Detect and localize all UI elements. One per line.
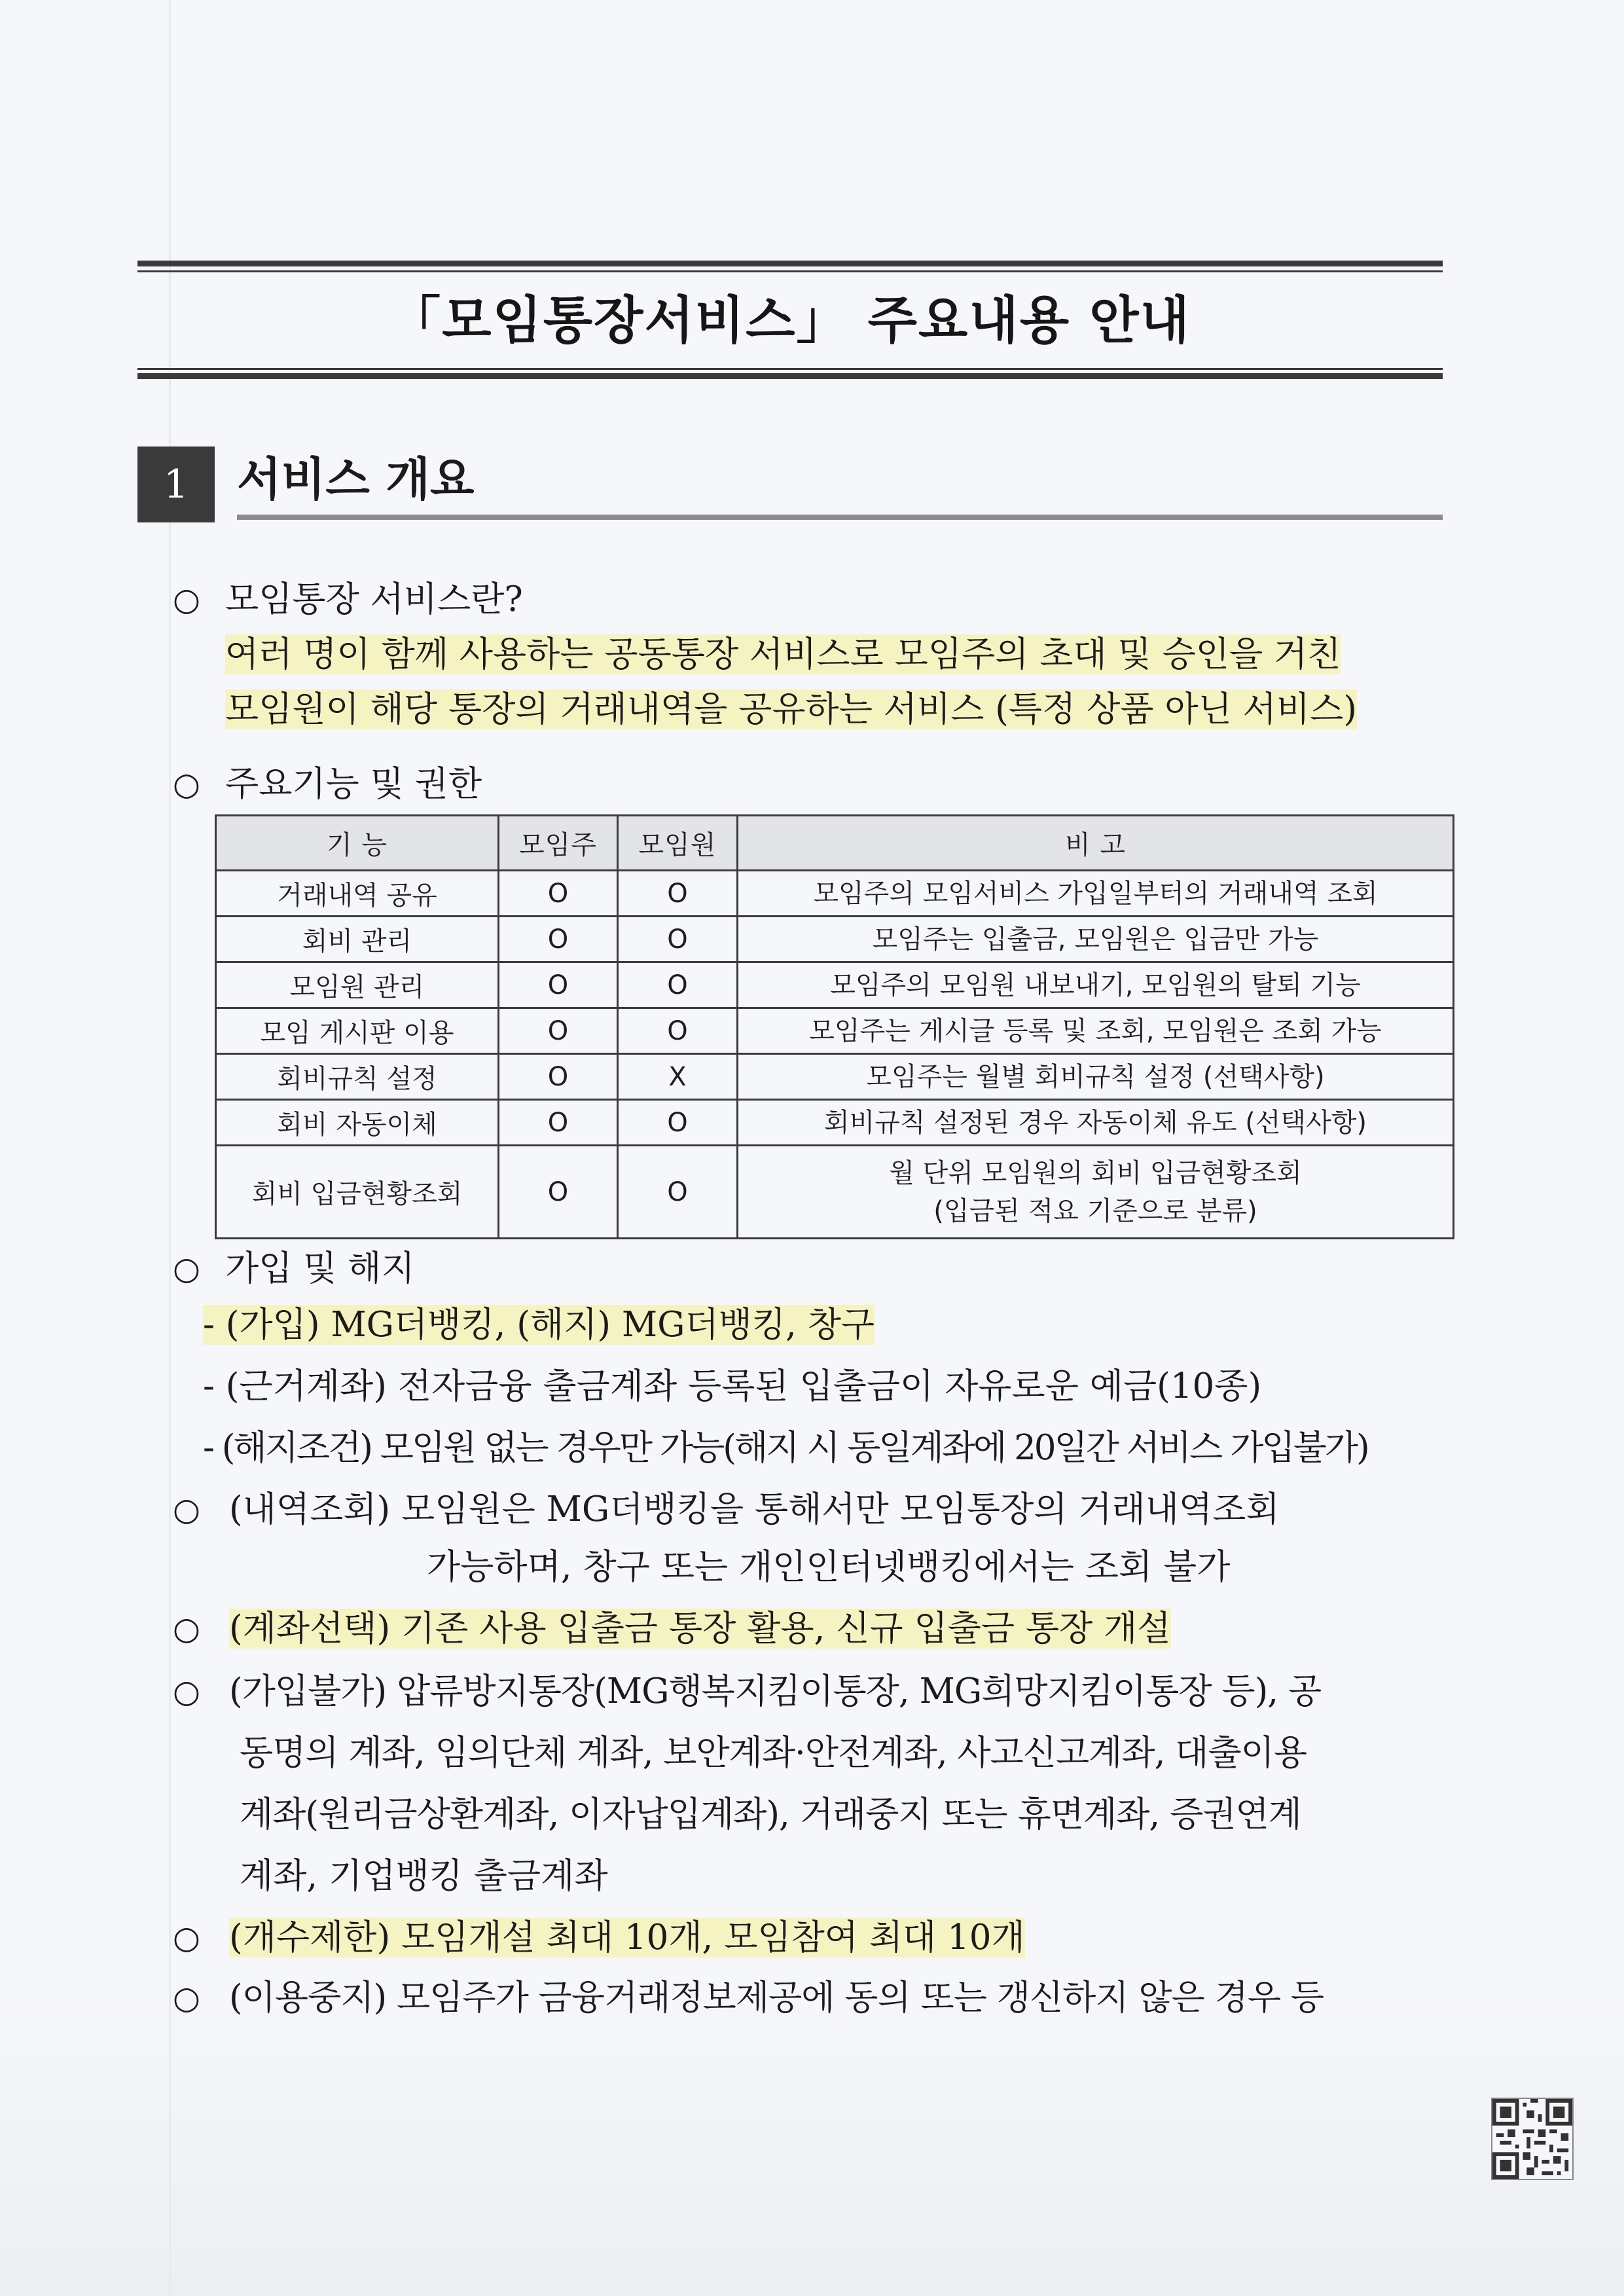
- section-heading: [137, 446, 1443, 522]
- bullet-circle: ○: [173, 766, 200, 803]
- highlight-text: (계좌선택) 기존 사용 입출금 통장 활용, 신규 입출금 통장 개설: [229, 1609, 1171, 1649]
- ineligible-line-1: (가입불가) 압류방지통장(MG행복지킴이통장, MG희망지킴이통장 등), 공: [229, 1671, 1322, 1711]
- cell-member: O: [618, 917, 738, 962]
- cell-note: 모임주는 월별 회비규칙 설정 (선택사항): [738, 1054, 1454, 1100]
- inquiry-line-2: 가능하며, 창구 또는 개인인터넷뱅킹에서는 조회 불가: [427, 1547, 1231, 1587]
- section-title: 서비스 개요: [237, 452, 475, 506]
- document-title: 「모임통장서비스」 주요내용 안내: [389, 291, 1191, 350]
- table-row: [216, 871, 1454, 917]
- what-is-line-2: [225, 685, 1357, 735]
- suspend-line-1: (이용중지) 모임주가 금융거래정보제공에 동의 또는 갱신하지 않은 경우 등: [229, 1978, 1324, 2018]
- ineligible-line-3: 계좌(원리금상환계좌, 이자납입계좌), 거래중지 또는 휴면계좌, 증권연계: [240, 1795, 1301, 1834]
- header-function: 기 능: [216, 816, 499, 871]
- cell-note: 회비규칙 설정된 경우 자동이체 유도 (선택사항): [738, 1100, 1454, 1146]
- functions-heading: 주요기능 및 권한: [225, 764, 482, 804]
- header-owner: 모임주: [499, 816, 618, 871]
- header-member: 모임원: [618, 816, 738, 871]
- account-line-1: [229, 1604, 1171, 1654]
- bullet-circle: ○: [173, 581, 200, 618]
- table-row: [216, 1008, 1454, 1054]
- functions-table: [215, 814, 1454, 1239]
- cell-function: 회비 입금현황조회: [216, 1146, 499, 1239]
- table-row: [216, 917, 1454, 962]
- limit-line-1: [229, 1913, 1025, 1963]
- table-row: [216, 1100, 1454, 1146]
- header-note: 비 고: [738, 816, 1454, 871]
- cell-note: 모임주의 모임원 내보내기, 모임원의 탈퇴 기능: [738, 962, 1454, 1008]
- table-header-row: [216, 816, 1454, 871]
- cell-member: O: [618, 962, 738, 1008]
- title-bottom-rule-thick: [137, 373, 1443, 379]
- cell-member: O: [618, 871, 738, 917]
- title-block: [137, 261, 1443, 381]
- title-top-rule-thick: [137, 261, 1443, 266]
- bullet-circle: ○: [173, 1250, 200, 1287]
- ineligible-line-4: 계좌, 기업뱅킹 출금계좌: [240, 1856, 608, 1896]
- title-bottom-rule-thin: [137, 368, 1443, 370]
- cell-function: 거래내역 공유: [216, 871, 499, 917]
- join-sub-3: - (해지조건) 모임원 없는 경우만 가능(해지 시 동일계좌에 20일간 서비스 가입불가): [203, 1428, 1368, 1468]
- cell-note: 모임주는 입출금, 모임원은 입금만 가능: [738, 917, 1454, 962]
- bullet-circle: ○: [173, 1920, 200, 1956]
- cell-note-line-1: 월 단위 모임원의 회비 입금현황조회: [889, 1157, 1302, 1188]
- bullet-circle: ○: [173, 1673, 200, 1710]
- cell-function: 회비 자동이체: [216, 1100, 499, 1146]
- cell-member: O: [618, 1008, 738, 1054]
- cell-owner: O: [499, 871, 618, 917]
- page-shadow: [0, 1997, 1624, 2296]
- cell-member: X: [618, 1054, 738, 1100]
- cell-note: [738, 1146, 1454, 1239]
- ineligible-line-2: 동명의 계좌, 임의단체 계좌, 보안계좌·안전계좌, 사고신고계좌, 대출이용: [240, 1733, 1307, 1773]
- cell-function: 회비 관리: [216, 917, 499, 962]
- cell-note: 모임주의 모임서비스 가입일부터의 거래내역 조회: [738, 871, 1454, 917]
- highlight-text: 모임원이 해당 통장의 거래내역을 공유하는 서비스 (특정 상품 아닌 서비스): [225, 689, 1357, 729]
- bullet-circle: ○: [173, 1491, 200, 1528]
- cell-owner: O: [499, 917, 618, 962]
- cell-note: 모임주는 게시글 등록 및 조회, 모임원은 조회 가능: [738, 1008, 1454, 1054]
- cell-function: 모임원 관리: [216, 962, 499, 1008]
- highlight-text: (개수제한) 모임개설 최대 10개, 모임참여 최대 10개: [229, 1918, 1025, 1958]
- cell-note-line-2: (입금된 적요 기준으로 분류): [933, 1195, 1257, 1226]
- what-is-heading: 모임통장 서비스란?: [225, 579, 523, 619]
- join-sub-1: [203, 1300, 875, 1350]
- cell-member: O: [618, 1146, 738, 1239]
- inquiry-line-1: (내역조회) 모임원은 MG더뱅킹을 통해서만 모임통장의 거래내역조회: [229, 1489, 1280, 1529]
- cell-owner: O: [499, 1100, 618, 1146]
- cell-owner: O: [499, 962, 618, 1008]
- cell-function: 모임 게시판 이용: [216, 1008, 499, 1054]
- cell-owner: O: [499, 1008, 618, 1054]
- title-top-rule-thin: [137, 270, 1443, 272]
- join-sub-2: - (근거계좌) 전자금융 출금계좌 등록된 입출금이 자유로운 예금(10종): [203, 1366, 1262, 1406]
- cell-function: 회비규칙 설정: [216, 1054, 499, 1100]
- join-heading: 가입 및 해지: [225, 1248, 415, 1288]
- table-row: [216, 962, 1454, 1008]
- qr-code-icon: [1491, 2098, 1574, 2180]
- cell-owner: O: [499, 1146, 618, 1239]
- what-is-line-1: [225, 630, 1341, 680]
- section-underline: [237, 515, 1443, 520]
- highlight-text: 여러 명이 함께 사용하는 공동통장 서비스로 모임주의 초대 및 승인을 거친: [225, 634, 1341, 674]
- cell-member: O: [618, 1100, 738, 1146]
- table-row: [216, 1054, 1454, 1100]
- bullet-circle: ○: [173, 1980, 200, 2016]
- bullet-circle: ○: [173, 1611, 200, 1647]
- table-row: [216, 1146, 1454, 1239]
- section-number-box: 1: [137, 446, 215, 522]
- cell-owner: O: [499, 1054, 618, 1100]
- highlight-text: - (가입) MG더뱅킹, (해지) MG더뱅킹, 창구: [203, 1305, 875, 1345]
